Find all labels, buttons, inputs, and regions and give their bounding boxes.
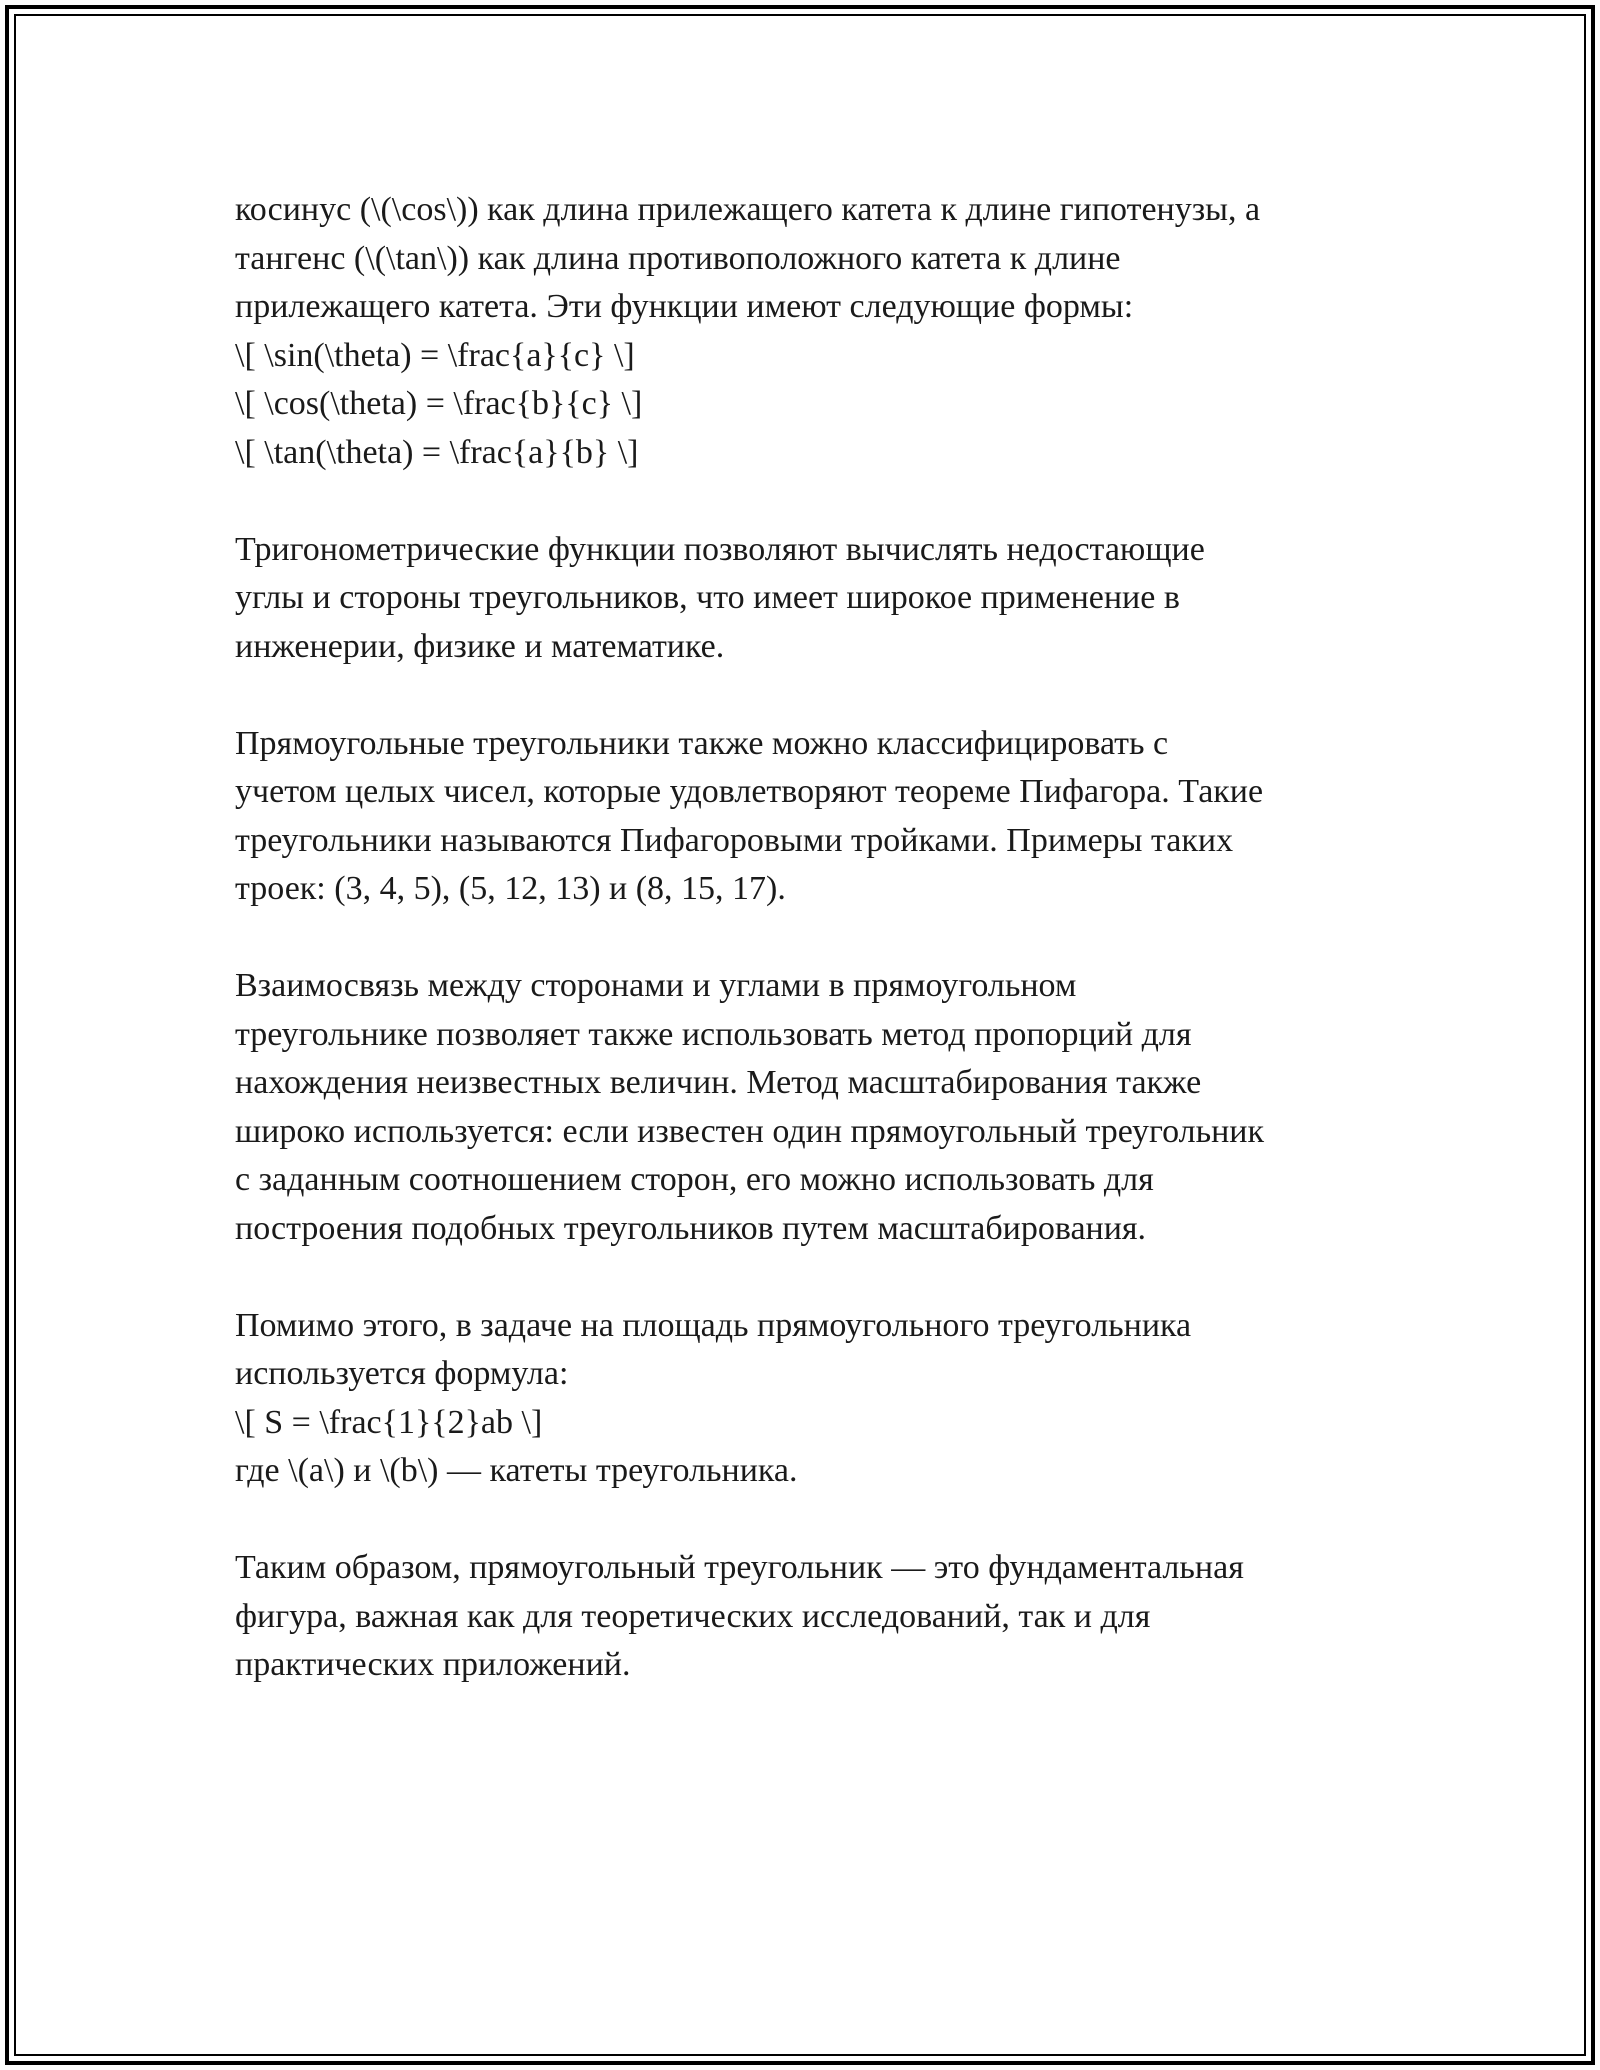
document-body [235,186,1385,1738]
paragraph-conclusion [235,1544,1385,1690]
text-line: углы и стороны треугольников, что имеет широкое применение в [235,579,1180,616]
text-line: широко используется: если известен один прямоугольный треугольник [235,1112,1264,1150]
paragraph-trig-definitions [235,186,1385,477]
text-line: с заданным соотношением сторон, его можно использовать для [235,1161,1154,1198]
text-line: Таким образом, прямоугольный треугольник — это фундаментальная [235,1549,1244,1586]
paragraph-proportions-scaling [235,962,1385,1253]
text-line: прилежащего катета. Эти функции имеют следующие формы: [235,288,1134,325]
text-line: Взаимосвязь между сторонами и углами в прямоугольном [235,967,1077,1004]
paragraph-area-formula [235,1302,1385,1496]
text-line: построения подобных треугольников путем масштабирования. [235,1209,1147,1247]
text-line: троек: (3, 4, 5), (5, 12, 13) и (8, 15, 17). [235,870,786,907]
paragraph-trig-applications [235,526,1385,672]
formula-tan: \[ \tan(\theta) = \frac{a}{b} \] [235,433,639,471]
paragraph-pythagorean-triples [235,720,1385,914]
text-line: инженерии, физике и математике. [235,627,725,665]
text-line: фигура, важная как для теоретических исследований, так и для [235,1597,1151,1635]
text-line: Тригонометрические функции позволяют вычислять недостающие [235,530,1205,568]
text-line: учетом целых чисел, которые удовлетворяют теореме Пифагора. Такие [235,773,1264,810]
text-line: нахождения неизвестных величин. Метод масштабирования также [235,1064,1202,1101]
text-line: Прямоугольные треугольники также можно классифицировать с [235,724,1169,762]
text-line: треугольнике позволяет также использовать метод пропорций для [235,1015,1192,1053]
text-line: косинус (\(\cos\)) как длина прилежащего катета к длине гипотенузы, а [235,191,1261,228]
formula-cos: \[ \cos(\theta) = \frac{b}{c} \] [235,385,643,422]
formula-area: \[ S = \frac{1}{2}ab \] [235,1403,543,1441]
text-line: Помимо этого, в задаче на площадь прямоугольного треугольника [235,1306,1192,1344]
text-line: где \(a\) и \(b\) — катеты треугольника. [235,1452,798,1489]
text-line: треугольники называются Пифагоровыми тройками. Примеры таких [235,821,1234,859]
text-line: тангенс (\(\tan\)) как длина противоположного катета к длине [235,239,1121,277]
text-line: практических приложений. [235,1646,631,1683]
text-line: используется формула: [235,1355,569,1392]
formula-sin: \[ \sin(\theta) = \frac{a}{c} \] [235,336,635,374]
